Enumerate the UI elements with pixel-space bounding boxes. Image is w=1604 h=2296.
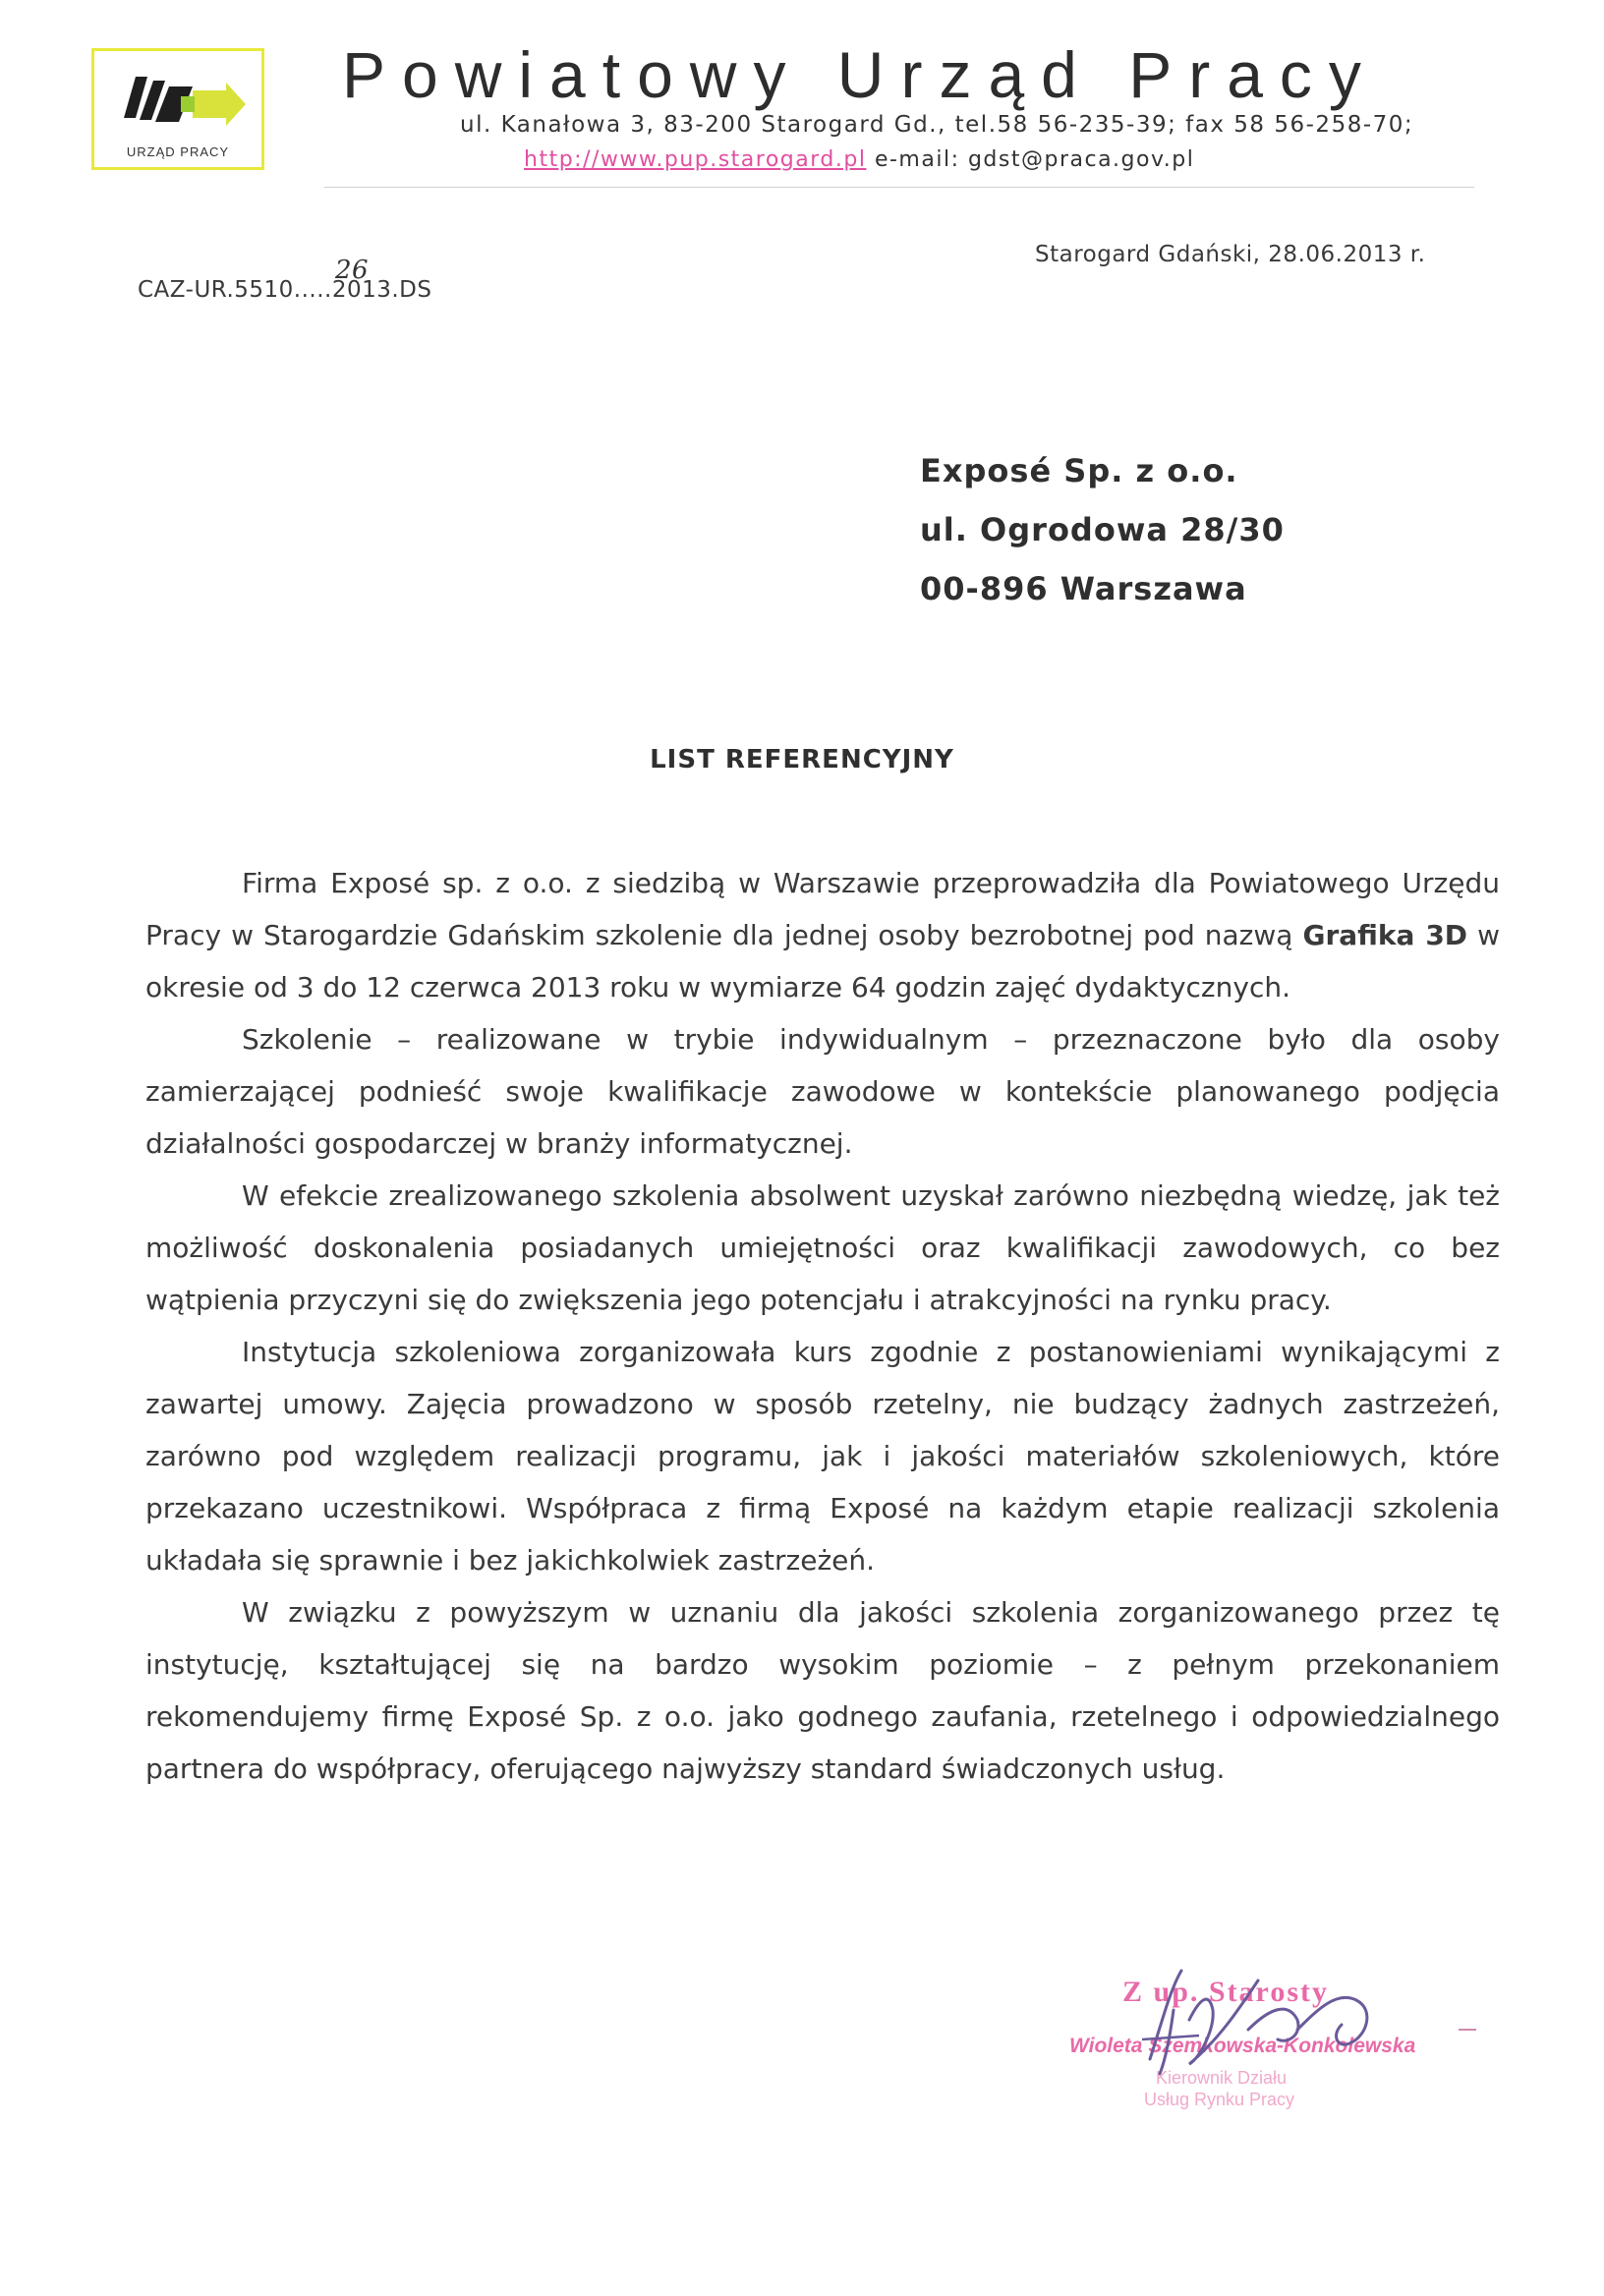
logo-arrows-icon — [96, 57, 263, 145]
letter-date: Starogard Gdański, 28.06.2013 r. — [1035, 242, 1426, 267]
organization-contact — [524, 147, 1194, 172]
recipient-street: ul. Ogrodowa 28/30 — [920, 511, 1285, 548]
paragraph-5: W związku z powyższym w uznaniu dla jakości szkolenia zorganizowanego przez tę instytucję, kształtującej się na bardzo wysokim poziomie – z pełnym przekonaniem rekomendujemy firmę Exposé Sp. z o.o. jako godnego zaufania, rzetelnego i odpowiedzialnego partnera do współpracy, oferującego najwyższy standard świadczonych usług. — [145, 1596, 1500, 1785]
email-text: e-mail: gdst@praca.gov.pl — [874, 147, 1195, 172]
organization-name: Powiatowy Urząd Pracy — [342, 38, 1378, 111]
handwritten-signature — [1130, 1951, 1425, 2098]
stamp-role-line2: Usług Rynku Pracy — [1144, 2090, 1295, 2109]
recipient-address — [920, 452, 1285, 629]
stamp-role-line1: Kierownik Działu — [1156, 2068, 1288, 2088]
stamp-authorization: Z up. Starosty — [1122, 1976, 1329, 2008]
reference-text: CAZ-UR.5510.....2013.DS — [138, 277, 432, 303]
recipient-name: Exposé Sp. z o.o. — [920, 452, 1238, 489]
paragraph-1: Firma Exposé sp. z o.o. z siedzibą w Warszawie przeprowadziła dla Powiatowego Urzędu Pracy w Starogardzie Gdańskim szkolenie dla jednej osoby bezrobotnej pod nazwą Grafika 3D w okresie od 3 do 12 czerwca 2013 roku w wymiarze 64 godzin zajęć dydaktycznych. — [145, 867, 1501, 1004]
paragraph-3: W efekcie zrealizowanego szkolenia absolwent uzyskał zarówno niezbędną wiedzę, jak też możliwość doskonalenia posiadanych umiejętności oraz kwalifikacji zawodowych, co bez wątpienia przyczyni się do zwiększenia jego potencjału i atrakcyjności na rynku pracy. — [145, 1179, 1500, 1316]
logo — [91, 48, 264, 170]
letter-body — [145, 857, 1500, 1795]
website-link[interactable]: http://www.pup.starogard.pl — [524, 147, 867, 172]
logo-text: URZĄD PRACY — [126, 144, 230, 159]
recipient-city: 00-896 Warszawa — [920, 570, 1247, 607]
course-name: Grafika 3D — [1302, 919, 1468, 951]
document-title: LIST REFERENCYJNY — [650, 745, 954, 775]
header-divider — [324, 187, 1474, 188]
reference-number — [138, 256, 432, 303]
organization-address: ul. Kanałowa 3, 83-200 Starogard Gd., tel.58 56-235-39; fax 58 56-258-70; — [460, 112, 1414, 138]
signature-dash — [1459, 2029, 1476, 2031]
paragraph-4: Instytucja szkoleniowa zorganizowała kurs zgodnie z postanowieniami wynikającymi z zawartej umowy. Zajęcia prowadzono w sposób rzetelny, nie budzący żadnych zastrzeżeń, zarówno pod względem realizacji programu, jak i jakości materiałów szkoleniowych, które przekazano uczestnikowi. Współpraca z firmą Exposé na każdym etapie realizacji szkolenia układała się sprawnie i bez jakichkolwiek zastrzeżeń. — [145, 1336, 1500, 1577]
stamp-signatory-name: Wioleta Szemkowska-Konkolewska — [1069, 2035, 1416, 2057]
paragraph-2: Szkolenie – realizowane w trybie indywidualnym – przeznaczone było dla osoby zamierzającej podnieść swoje kwalifikacje zawodowe w kontekście planowanego podjęcia działalności gospodarczej w branży informatycznej. — [145, 1023, 1500, 1160]
reference-handwritten: 26 — [335, 256, 370, 285]
